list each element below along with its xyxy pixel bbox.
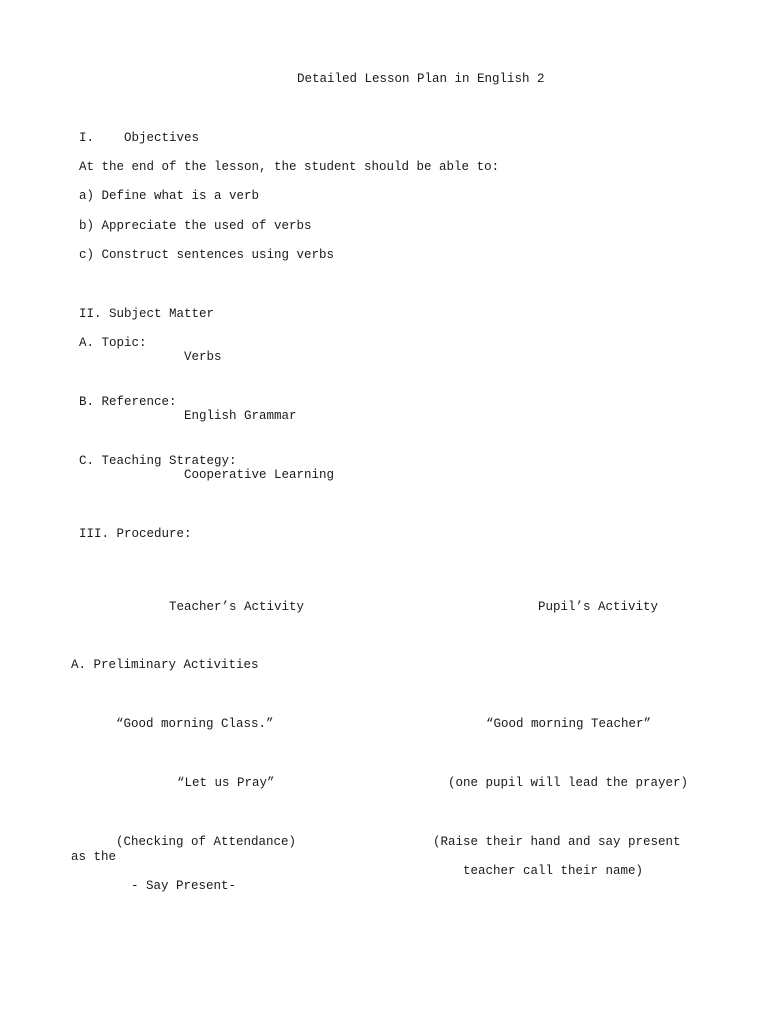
teacher-greeting: “Good morning Class.” [116,717,274,731]
strategy-label: C. Teaching Strategy: [79,454,237,468]
pupil-greeting: “Good morning Teacher” [486,717,652,731]
pupil-activity-column-header: Pupil’s Activity [538,600,659,614]
subject-matter-heading: II. Subject Matter [79,307,215,321]
teacher-attendance: (Checking of Attendance) [116,835,297,849]
preliminary-activities-heading: A. Preliminary Activities [71,658,259,672]
teacher-prayer: “Let us Pray” [177,776,275,790]
objective-item: b) Appreciate the used of verbs [79,219,312,233]
objectives-heading: Objectives [124,131,200,145]
reference-label: B. Reference: [79,395,177,409]
pupil-prayer: (one pupil will lead the prayer) [448,776,689,790]
attendance-wrap-text: as the [71,850,117,864]
pupil-attendance-line-2: teacher call their name) [463,864,644,878]
reference-value: English Grammar [184,409,297,423]
strategy-value: Cooperative Learning [184,468,335,482]
pupil-attendance-line-1: (Raise their hand and say present [433,835,681,849]
objectives-intro: At the end of the lesson, the student should be able to: [79,160,500,174]
say-present-note: - Say Present- [131,879,237,893]
document-title: Detailed Lesson Plan in English 2 [297,72,545,86]
teacher-activity-column-header: Teacher’s Activity [169,600,305,614]
objectives-heading-number: I. [79,131,95,145]
objective-item: a) Define what is a verb [79,189,260,203]
procedure-heading: III. Procedure: [79,527,192,541]
objective-item: c) Construct sentences using verbs [79,248,335,262]
topic-label: A. Topic: [79,336,147,350]
topic-value: Verbs [184,350,222,364]
